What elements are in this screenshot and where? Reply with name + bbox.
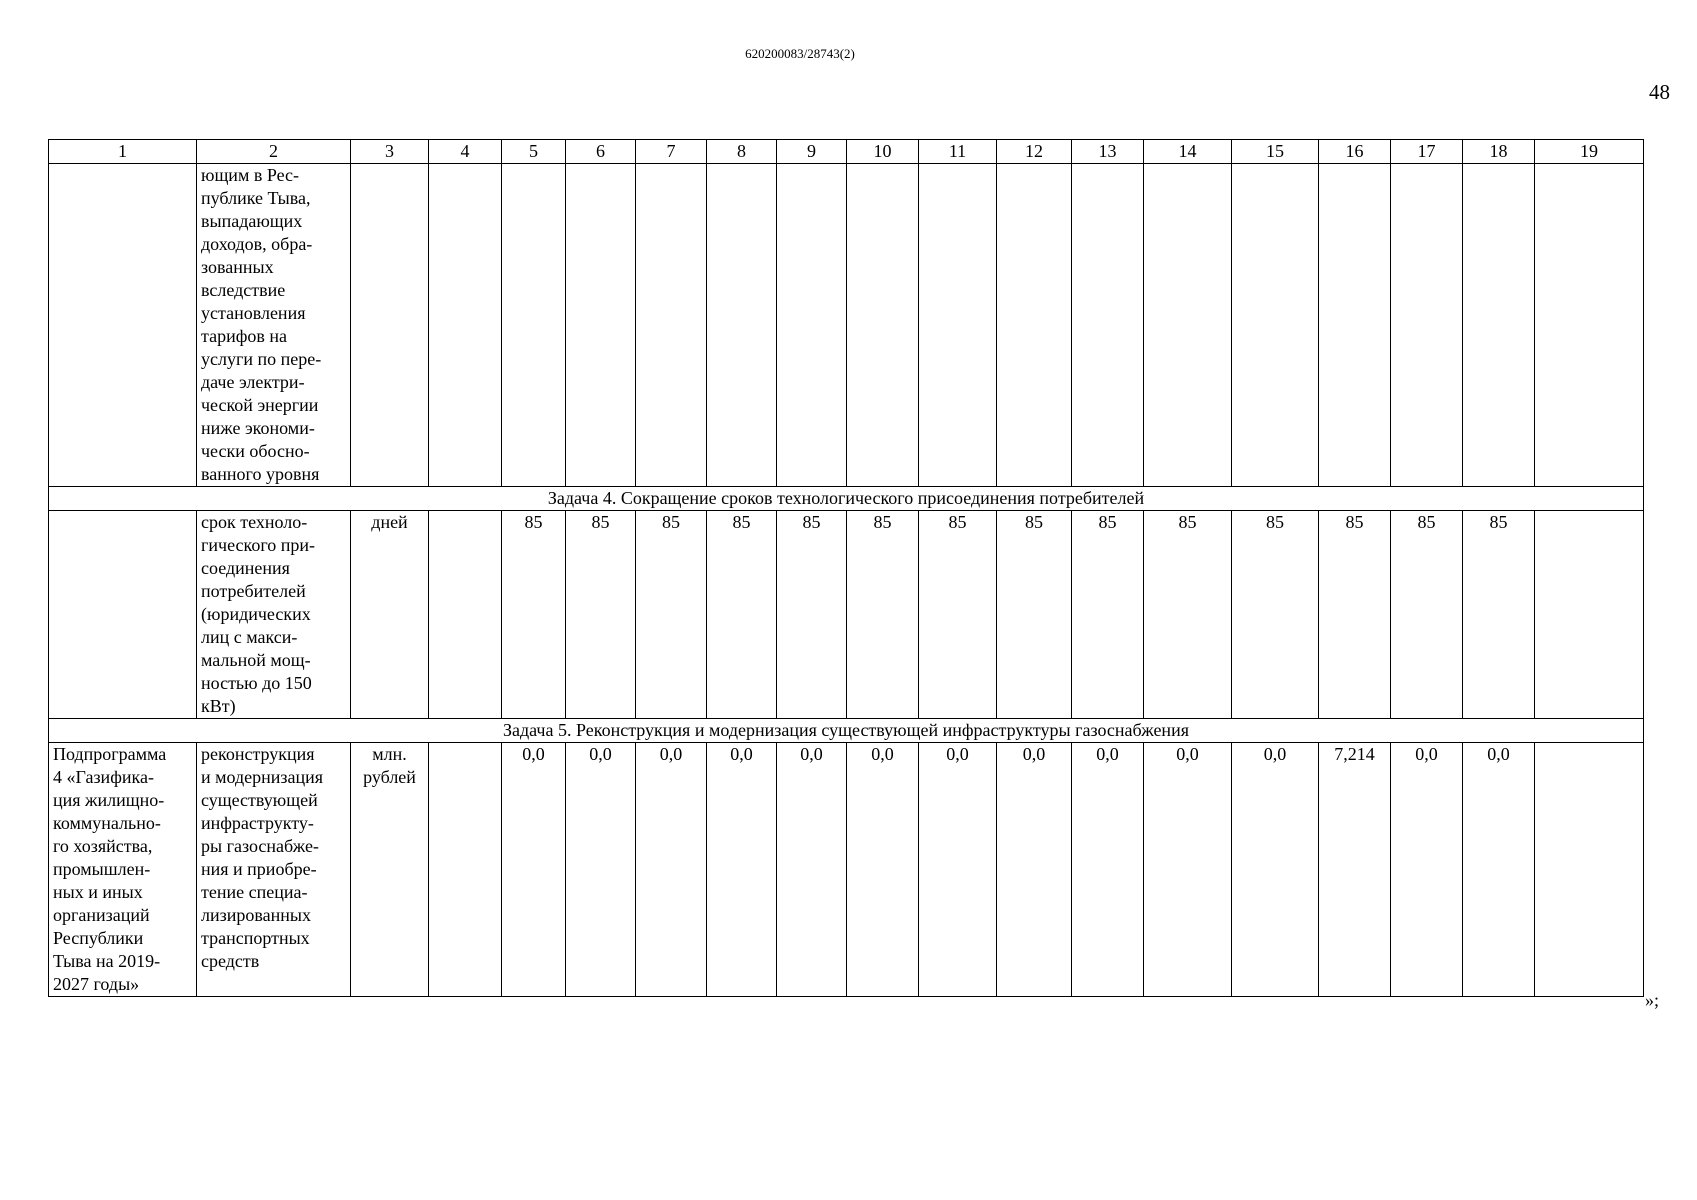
- value-cell: [636, 164, 707, 487]
- value-cell: 85: [1144, 511, 1232, 719]
- header-cell: 3: [351, 140, 429, 164]
- header-cell: 10: [847, 140, 919, 164]
- value-cell: [1232, 164, 1319, 487]
- empty-cell: [1535, 511, 1644, 719]
- text-line: тение специа-: [201, 882, 308, 902]
- value-cell: [777, 164, 847, 487]
- value-cell: 85: [1319, 511, 1391, 719]
- text-line: промышлен-: [53, 859, 151, 879]
- text-line: ция жилищно-: [53, 790, 165, 810]
- text-line: чески обосно-: [201, 441, 310, 461]
- value-cell: 85: [1072, 511, 1144, 719]
- text-line: даче электри-: [201, 372, 305, 392]
- text-line: ческой энергии: [201, 395, 319, 415]
- header-cell: 8: [707, 140, 777, 164]
- empty-cell: [429, 743, 502, 997]
- header-cell: 2: [197, 140, 351, 164]
- value-cell: [502, 164, 566, 487]
- row-program-cell: [49, 511, 197, 719]
- header-cell: 12: [997, 140, 1072, 164]
- text-line: установления: [201, 303, 306, 323]
- value-cell: 85: [502, 511, 566, 719]
- header-cell: 14: [1144, 140, 1232, 164]
- value-cell: 0,0: [1232, 743, 1319, 997]
- text-line: Тыва на 2019-: [53, 951, 161, 971]
- empty-cell: [429, 164, 502, 487]
- program-name-cell: [49, 743, 197, 997]
- text-line: 2027 годы»: [53, 974, 140, 994]
- value-cell: 85: [1232, 511, 1319, 719]
- value-cell: [566, 164, 636, 487]
- value-cell: 0,0: [1144, 743, 1232, 997]
- text-line: ниже экономи-: [201, 418, 315, 438]
- value-cell: [1391, 164, 1463, 487]
- value-cell: [919, 164, 997, 487]
- text-line: ры газоснабже-: [201, 836, 319, 856]
- text-line: организаций: [53, 905, 150, 925]
- text-line: ния и приобре-: [201, 859, 317, 879]
- text-line: потребителей: [201, 581, 306, 601]
- text-line: реконструкция: [201, 744, 315, 764]
- closing-quote: »;: [1645, 990, 1660, 1010]
- value-cell: [1144, 164, 1232, 487]
- value-cell: [707, 164, 777, 487]
- text-line: (юридических: [201, 604, 311, 624]
- text-line: гического при-: [201, 535, 316, 555]
- value-cell: 0,0: [997, 743, 1072, 997]
- value-cell: 0,0: [1072, 743, 1144, 997]
- value-cell: 7,214: [1319, 743, 1391, 997]
- value-cell: 85: [1391, 511, 1463, 719]
- task-5-title: Задача 5. Реконструкция и модернизация существующей инфраструктуры газоснабжения: [49, 719, 1644, 743]
- text-line: Подпрограмма: [53, 744, 167, 764]
- text-line: кВт): [201, 696, 236, 716]
- header-cell: 13: [1072, 140, 1144, 164]
- value-cell: 85: [777, 511, 847, 719]
- value-cell: 85: [707, 511, 777, 719]
- header-cell: 18: [1463, 140, 1535, 164]
- text-line: соединения: [201, 558, 290, 578]
- value-cell: 85: [636, 511, 707, 719]
- text-line: 4 «Газифика-: [53, 767, 154, 787]
- unit-cell: [351, 743, 429, 997]
- value-cell: 85: [997, 511, 1072, 719]
- header-cell: 17: [1391, 140, 1463, 164]
- value-cell: 0,0: [777, 743, 847, 997]
- unit-line: млн.: [372, 744, 407, 764]
- header-cell: 11: [919, 140, 997, 164]
- page-number: 48: [1649, 80, 1670, 104]
- table-row: [49, 743, 1644, 997]
- value-cell: 0,0: [636, 743, 707, 997]
- text-line: выпадающих: [201, 211, 303, 231]
- unit-cell: дней: [351, 511, 429, 719]
- header-cell: 19: [1535, 140, 1644, 164]
- value-cell: [997, 164, 1072, 487]
- value-cell: 0,0: [707, 743, 777, 997]
- unit-line: рублей: [363, 767, 416, 787]
- text-line: го хозяйства,: [53, 836, 153, 856]
- value-cell: 0,0: [502, 743, 566, 997]
- text-line: вследствие: [201, 280, 286, 300]
- text-line: доходов, обра-: [201, 234, 313, 254]
- table-row: [49, 511, 1644, 719]
- header-cell: 9: [777, 140, 847, 164]
- text-line: ющим в Рес-: [201, 165, 300, 185]
- indicator-name-cell: [197, 511, 351, 719]
- value-cell: [1072, 164, 1144, 487]
- value-cell: [1463, 164, 1535, 487]
- text-line: тарифов на: [201, 326, 287, 346]
- value-cell: 0,0: [566, 743, 636, 997]
- header-cell: 7: [636, 140, 707, 164]
- task-row: [49, 487, 1644, 511]
- value-cell: 0,0: [919, 743, 997, 997]
- task-row: [49, 719, 1644, 743]
- value-cell: [847, 164, 919, 487]
- header-cell: 16: [1319, 140, 1391, 164]
- text-line: лиц с макси-: [201, 627, 298, 647]
- task-4-title: Задача 4. Сокращение сроков технологического присоединения потребителей: [49, 487, 1644, 511]
- indicator-name-cell: [197, 164, 351, 487]
- text-line: срок техноло-: [201, 512, 308, 532]
- empty-cell: [429, 511, 502, 719]
- header-cell: 1: [49, 140, 197, 164]
- value-cell: 85: [566, 511, 636, 719]
- text-line: ных и иных: [53, 882, 143, 902]
- value-cell: 0,0: [1463, 743, 1535, 997]
- document-code: 620200083/28743(2): [745, 46, 855, 61]
- header-cell: 4: [429, 140, 502, 164]
- unit-cell: [351, 164, 429, 487]
- text-line: и модернизация: [201, 767, 324, 787]
- value-cell: 85: [1463, 511, 1535, 719]
- value-cell: 85: [919, 511, 997, 719]
- text-line: существующей: [201, 790, 318, 810]
- value-cell: 0,0: [847, 743, 919, 997]
- text-line: лизированных: [201, 905, 311, 925]
- header-cell: 6: [566, 140, 636, 164]
- empty-cell: [1535, 164, 1644, 487]
- row-program-cell: [49, 164, 197, 487]
- text-line: услуги по пере-: [201, 349, 322, 369]
- value-cell: 85: [847, 511, 919, 719]
- text-line: мальной мощ-: [201, 650, 311, 670]
- header-cell: 5: [502, 140, 566, 164]
- value-cell: 0,0: [1391, 743, 1463, 997]
- table-header-row: [49, 140, 1644, 164]
- text-line: коммунально-: [53, 813, 161, 833]
- text-line: зованных: [201, 257, 274, 277]
- text-line: Республики: [53, 928, 144, 948]
- header-cell: 15: [1232, 140, 1319, 164]
- text-line: ванного уровня: [201, 464, 320, 484]
- text-line: транспортных: [201, 928, 310, 948]
- text-line: ностью до 150: [201, 673, 312, 693]
- indicator-name-cell: [197, 743, 351, 997]
- data-table: [48, 139, 1644, 997]
- text-line: инфраструкту-: [201, 813, 314, 833]
- table-row: [49, 164, 1644, 487]
- text-line: публике Тыва,: [201, 188, 311, 208]
- value-cell: [1319, 164, 1391, 487]
- text-line: средств: [201, 951, 260, 971]
- empty-cell: [1535, 743, 1644, 997]
